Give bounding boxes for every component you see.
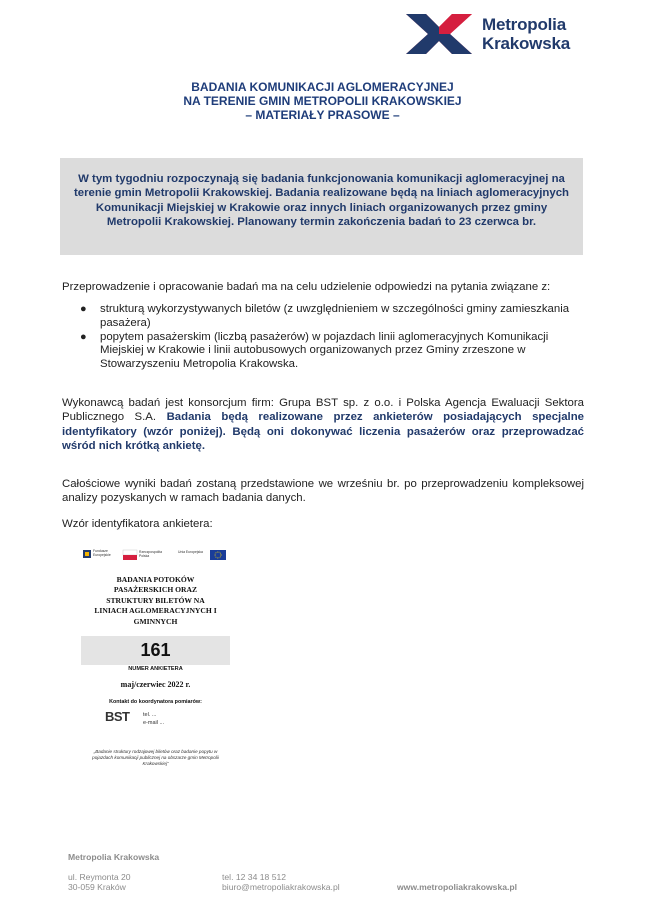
title-line2: NA TERENIE GMIN METROPOLII KRAKOWSKIEJ bbox=[183, 94, 462, 108]
logo-line2: Krakowska bbox=[482, 34, 570, 53]
footer-org: Metropolia Krakowska bbox=[68, 852, 160, 862]
list-item bbox=[62, 303, 582, 331]
logo-line1: Metropolia bbox=[482, 15, 566, 34]
logo1-text: Fundusze Europejskie bbox=[93, 549, 111, 557]
enumerator-number: 161 bbox=[81, 636, 230, 665]
id-caption: Wzór identyfikatora ankietera: bbox=[62, 518, 213, 530]
contractor-paragraph bbox=[62, 396, 584, 454]
card-title-text: BADANIA POTOKÓW PASAŻERSKICH ORAZ STRUKTURY BILETÓW NA LINIACH AGLOMERACYJNYCH I GMINNYCH bbox=[94, 575, 217, 626]
footer-contact bbox=[222, 872, 340, 892]
lead-box bbox=[60, 158, 583, 255]
logo2-text: Rzeczpospolita Polska bbox=[139, 550, 162, 558]
id-card bbox=[78, 543, 233, 775]
bullet-text: popytem pasażerskim (liczbą pasażerów) w pojazdach linii aglomeracyjnych Komunikacji Miejskiej w Krakowie i linii autobusowych organizowanych przez Gminy zrzeszone w Stowarzyszeniu Metropolia Krakowska. bbox=[100, 330, 549, 371]
list-item bbox=[62, 331, 582, 372]
footer-email[interactable]: biuro@metropoliakrakowska.pl bbox=[222, 882, 340, 892]
bullet-icon: ● bbox=[80, 330, 87, 343]
metropolia-logo bbox=[406, 14, 596, 54]
contractor-text: Wykonawcą badań jest konsorcjum firm: Grupa BST sp. z o.o. i Polska Agencja Ewaluacji Sektora Publicznego S.A. bbox=[62, 397, 584, 424]
title-line1: BADANIA KOMUNIKACJI AGLOMERACYJNEJ bbox=[191, 80, 454, 94]
page-title bbox=[0, 80, 645, 122]
card-footer bbox=[78, 749, 233, 767]
contact-label: Kontakt do koordynatora pomiarów: bbox=[109, 699, 202, 705]
logo-text bbox=[482, 15, 570, 53]
card-date: maj/czerwiec 2022 r. bbox=[120, 680, 191, 689]
footer-web-link[interactable]: www.metropoliakrakowska.pl bbox=[397, 882, 518, 892]
intro-paragraph: Przeprowadzenie i opracowanie badań ma na celu udzielenie odpowiedzi na pytania związane z: bbox=[62, 281, 551, 293]
card-title bbox=[78, 575, 233, 627]
footer-city: 30-059 Kraków bbox=[68, 882, 126, 892]
card-tel: tel. ... bbox=[143, 712, 157, 718]
footer-street: ul. Reymonta 20 bbox=[68, 872, 131, 882]
bullet-text: strukturą wykorzystywanych biletów (z uwzględnieniem w szczególności gminy zamieszkania pasażera) bbox=[100, 303, 570, 329]
lead-text: W tym tygodniu rozpoczynają się badania funkcjonowania komunikacji aglomeracyjnej na terenie gmin Metropolii Krakowskiej. Badania realizowane będą na liniach aglomeracyjnych Komunikacji Miejskiej w Krakowie oraz innych liniach organizowanych przez gminy Metropolii Krakowskiej. Planowany termin zakończenia badań to 23 czerwca br. bbox=[73, 173, 569, 229]
results-paragraph: Całościowe wyniki badań zostaną przedstawione we wrześniu br. po przeprowadzeniu kompleksowej analizy pozyskanych w ramach badania danych. bbox=[62, 478, 584, 505]
footer-tel: tel. 12 34 18 512 bbox=[222, 872, 287, 882]
bullet-list bbox=[62, 303, 582, 372]
metropolia-logo-icon bbox=[406, 14, 472, 54]
contractor-bold-text: Badania będą realizowane przez ankieterów posiadających specjalne identyfikatory (wzór poniżej). Będą oni dokonywać liczenia pasażerów oraz przeprowadzać wśród nich krótką ankietę. bbox=[62, 411, 584, 453]
card-email: e-mail ... bbox=[143, 720, 165, 726]
bst-logo: BST bbox=[105, 709, 130, 724]
title-line3: – MATERIAŁY PRASOWE – bbox=[245, 108, 400, 122]
footer-address bbox=[68, 872, 131, 892]
logo3-text: Unia Europejska bbox=[178, 550, 203, 554]
bullet-icon: ● bbox=[80, 303, 87, 315]
enumerator-number-label: NUMER ANKIETERA bbox=[128, 666, 183, 672]
card-footer-text: „Badanie struktury rodzajowej biletów oraz badanie popytu w pojazdach komunikacji publicznej na obszarze gmin Metropolii Krakowskiej” bbox=[92, 749, 219, 766]
